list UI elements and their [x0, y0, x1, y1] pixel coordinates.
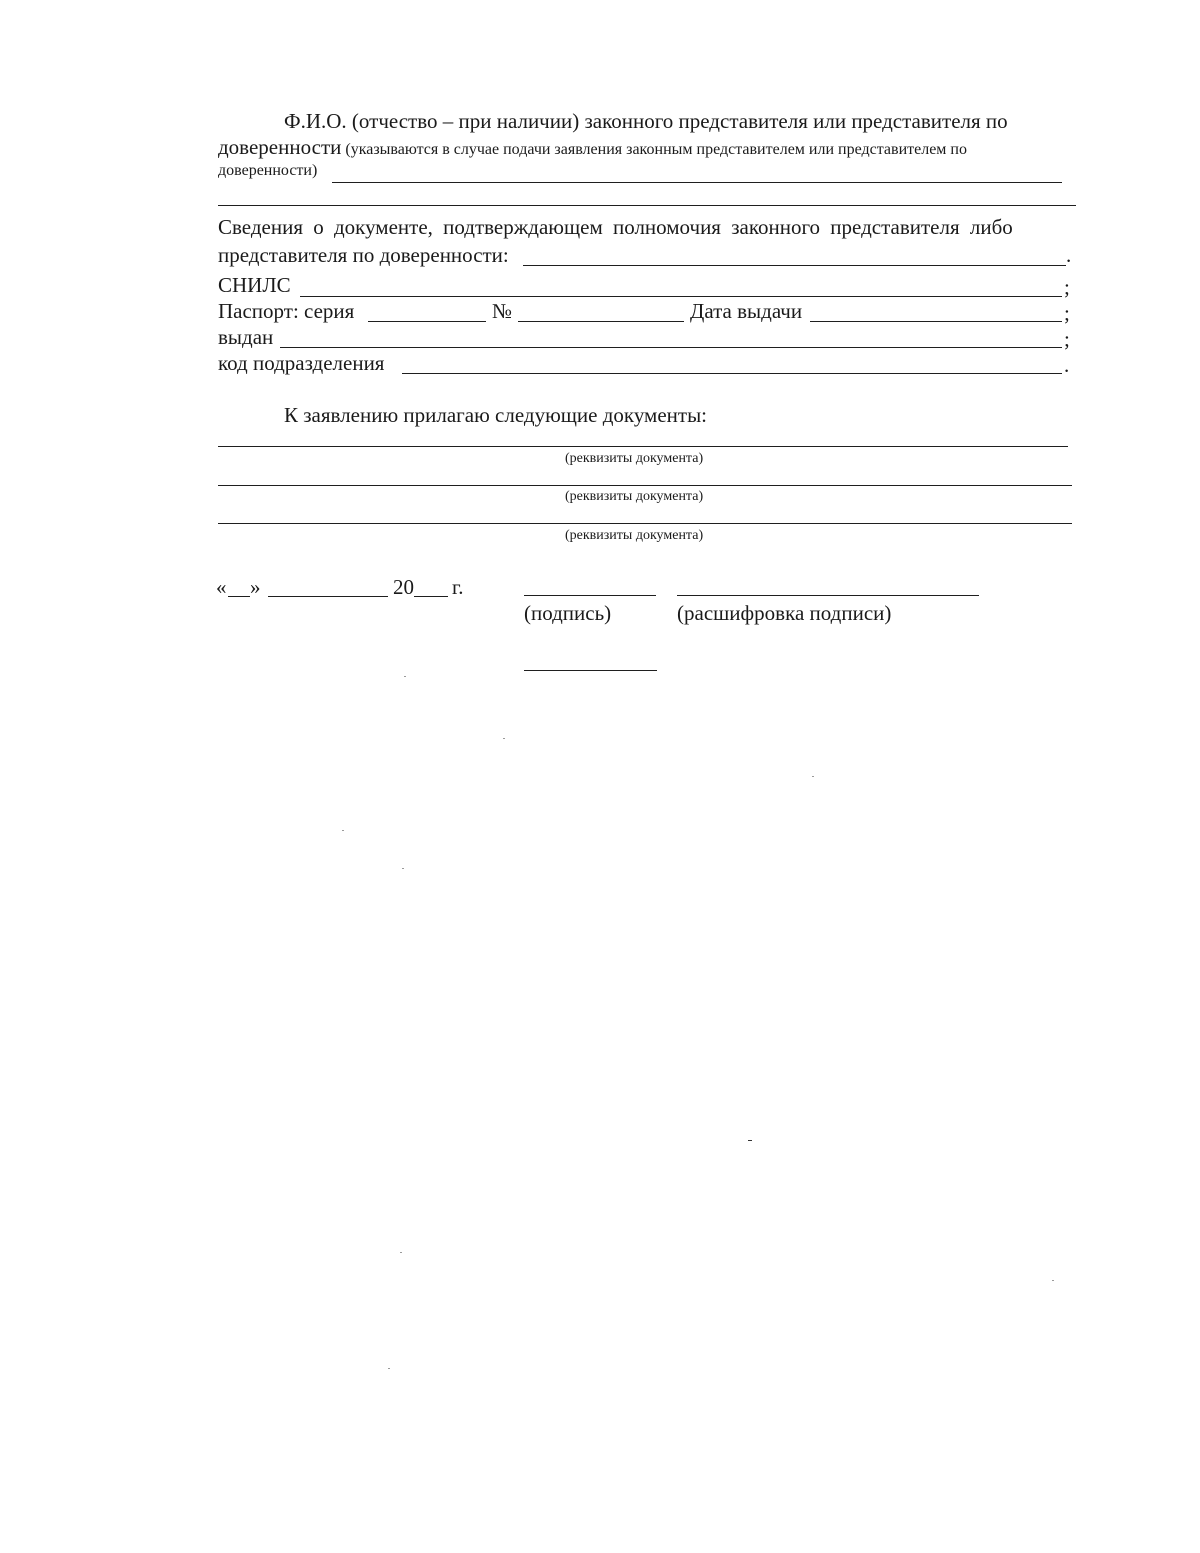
issued-by-label: выдан — [218, 325, 274, 349]
authority-line-1 — [218, 214, 1080, 240]
representative-text-2: доверенности — [218, 135, 342, 159]
attachment-caption-3: (реквизиты документа) — [565, 528, 704, 543]
passport-series-label: Паспорт: серия — [218, 299, 355, 323]
scan-speck — [342, 830, 344, 831]
scan-speck — [404, 676, 406, 677]
authority-line-2-end: . — [1066, 243, 1072, 267]
authority-document-field[interactable] — [523, 265, 1066, 266]
date-year-field[interactable] — [414, 596, 448, 597]
date-open-quote: « — [216, 575, 227, 599]
scan-speck — [503, 738, 505, 739]
authority-text-2: представителя по доверенности: — [218, 243, 509, 267]
scan-speck — [400, 1252, 402, 1253]
representative-note-1: (указываются в случае подачи заявления законным представителем или представителем по — [345, 141, 967, 158]
division-code-end: . — [1064, 353, 1070, 377]
representative-name-field-2[interactable] — [218, 205, 1076, 206]
representative-note-2: доверенности) — [218, 162, 318, 179]
division-code-label: код подразделения — [218, 351, 385, 375]
scan-speck — [388, 1368, 390, 1369]
scan-speck — [812, 776, 814, 777]
passport-issue-date-label: Дата выдачи — [690, 299, 803, 323]
signature-field[interactable] — [524, 595, 656, 596]
scan-speck — [1052, 1280, 1054, 1281]
attachment-field-2[interactable] — [218, 485, 1072, 486]
attachment-caption-2: (реквизиты документа) — [565, 489, 704, 504]
scan-speck — [748, 1140, 752, 1141]
passport-number-label: № — [492, 299, 513, 323]
date-year-suffix: г. — [452, 575, 464, 599]
representative-text-1: Ф.И.О. (отчество – при наличии) законного представителя или представителя по — [284, 109, 1008, 133]
extra-signature-line[interactable] — [524, 670, 657, 671]
signature-caption: (подпись) — [524, 601, 612, 625]
snils-label: СНИЛС — [218, 273, 291, 297]
passport-end: ; — [1064, 301, 1070, 325]
issued-by-end: ; — [1064, 327, 1070, 351]
attachment-field-1[interactable] — [218, 446, 1068, 447]
passport-number-field[interactable] — [518, 321, 684, 322]
passport-issue-date-field[interactable] — [810, 321, 1062, 322]
date-day-field[interactable] — [228, 596, 250, 597]
representative-line-1 — [284, 108, 1080, 134]
date-month-field[interactable] — [268, 596, 388, 597]
authority-line-2 — [218, 242, 509, 268]
division-code-field[interactable] — [402, 373, 1062, 374]
attachment-field-3[interactable] — [218, 523, 1072, 524]
attachment-caption-1: (реквизиты документа) — [565, 451, 704, 466]
date-close-quote: » — [250, 575, 261, 599]
date-year-prefix: 20 — [393, 575, 414, 599]
representative-line-2 — [218, 134, 1080, 160]
signature-decoding-field[interactable] — [677, 595, 979, 596]
snils-end: ; — [1064, 275, 1070, 299]
scan-speck — [402, 868, 404, 869]
representative-name-field[interactable] — [332, 182, 1062, 183]
signature-decoding-caption: (расшифровка подписи) — [677, 601, 892, 625]
passport-series-field[interactable] — [368, 321, 486, 322]
authority-text-1: Сведения о документе, подтверждающем полномочия законного представителя либо — [218, 215, 1013, 239]
representative-line-3 — [218, 162, 317, 180]
issued-by-field[interactable] — [280, 347, 1062, 348]
attachments-intro: К заявлению прилагаю следующие документы: — [284, 403, 708, 427]
snils-field[interactable] — [300, 296, 1062, 297]
